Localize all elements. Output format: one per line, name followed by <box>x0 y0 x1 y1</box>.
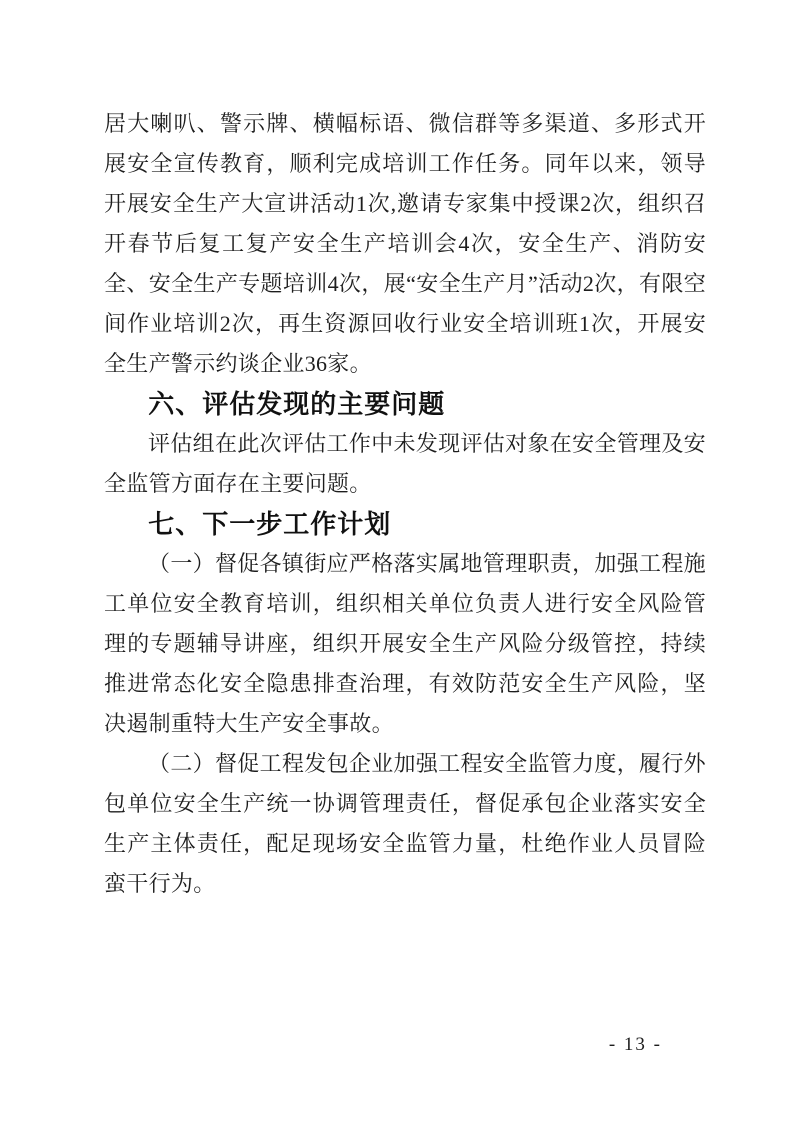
section-heading-main-problems: 六、评估发现的主要问题 <box>148 389 446 419</box>
paragraph-next-step-one: （一）督促各镇街应严格落实属地管理职责，加强工程施工单位安全教育培训，组织相关单位负责人进行安全风险管理的专题辅导讲座，组织开展安全生产风险分级管控，持续推进常态化安全隐患排查治理，有效防范安全生产风险，坚决遏制重特大生产安全事故。 <box>104 551 706 736</box>
section-heading-next-steps: 七、下一步工作计划 <box>148 509 392 539</box>
document-body <box>104 104 706 904</box>
paragraph-training-summary: 居大喇叭、警示牌、横幅标语、微信群等多渠道、多形式开展安全宣传教育，顺利完成培训工作任务。同年以来，领导开展安全生产大宣讲活动1次,邀请专家集中授课2次，组织召开春节后复工复产安全生产培训会4次，安全生产、消防安全、安全生产专题培训4次，展“安全生产月”活动2次，有限空间作业培训2次，再生资源回收行业安全培训班1次，开展安全生产警示约谈企业36家。 <box>104 111 706 376</box>
paragraph-evaluation-findings: 评估组在此次评估工作中未发现评估对象在安全管理及安全监管方面存在主要问题。 <box>104 431 706 496</box>
page-number: - 13 - <box>608 1034 662 1055</box>
paragraph-next-step-two: （二）督促工程发包企业加强工程安全监管力度，履行外包单位安全生产统一协调管理责任，督促承包企业落实安全生产主体责任，配足现场安全监管力量，杜绝作业人员冒险蛮干行为。 <box>104 751 706 896</box>
